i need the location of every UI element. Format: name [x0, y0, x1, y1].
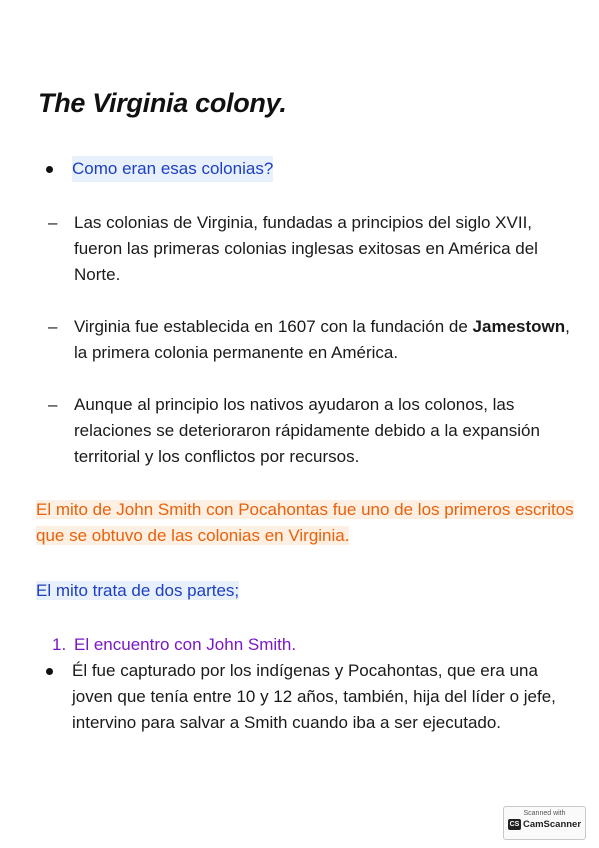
blue-paragraph	[36, 578, 239, 604]
dash-item-text: Aunque al principio los nativos ayudaron a los colonos, las relaciones se deterioraron rápidamente debido a la expansión territorial y los conflictos por recursos.	[74, 395, 540, 466]
dash-item	[48, 210, 578, 288]
watermark-brand: CamScanner	[522, 819, 582, 830]
dash-item-text	[74, 314, 578, 366]
question-text: Como eran esas colonias?	[72, 156, 273, 182]
numbered-item-text: El encuentro con John Smith.	[74, 635, 297, 654]
camscanner-watermark	[503, 806, 586, 840]
dash-item	[48, 392, 578, 470]
dash-item-text-start: Virginia fue establecida en 1607 con la fundación de	[74, 317, 473, 336]
dash-icon: –	[48, 395, 58, 414]
bullet-dot-icon	[46, 166, 53, 173]
orange-highlight-text: El mito de John Smith con Pocahontas fue uno de los primeros escritos que se obtuvo de las colonias en Virginia.	[36, 500, 574, 545]
dash-item-text: Las colonias de Virginia, fundadas a principios del siglo XVII, fueron las primeras colonias inglesas exitosas en América del Norte.	[74, 213, 538, 284]
item-number: 1.	[52, 635, 67, 654]
dash-icon: –	[48, 213, 58, 232]
dash-item	[48, 314, 578, 366]
bullet-dot-icon	[46, 668, 53, 675]
numbered-item	[52, 632, 296, 658]
final-bullet	[46, 658, 574, 736]
watermark-caption: Scanned with	[523, 810, 566, 817]
orange-paragraph	[36, 497, 576, 549]
camscanner-logo-icon: CS	[509, 821, 520, 828]
page-title: The Virginia colony.	[38, 88, 287, 118]
dash-item-text-end: , la primera colonia permanente en América.	[74, 317, 570, 362]
question-bullet	[46, 156, 273, 182]
blue-highlight-text: El mito trata de dos partes;	[36, 581, 240, 600]
final-bullet-text: Él fue capturado por los indígenas y Pocahontas, que era una joven que tenía entre 10 y 12 años, también, hija del líder o jefe, intervino para salvar a Smith cuando iba a ser ejecutado.	[72, 661, 556, 732]
dash-icon: –	[48, 317, 58, 336]
jamestown-bold: Jamestown	[472, 317, 566, 336]
